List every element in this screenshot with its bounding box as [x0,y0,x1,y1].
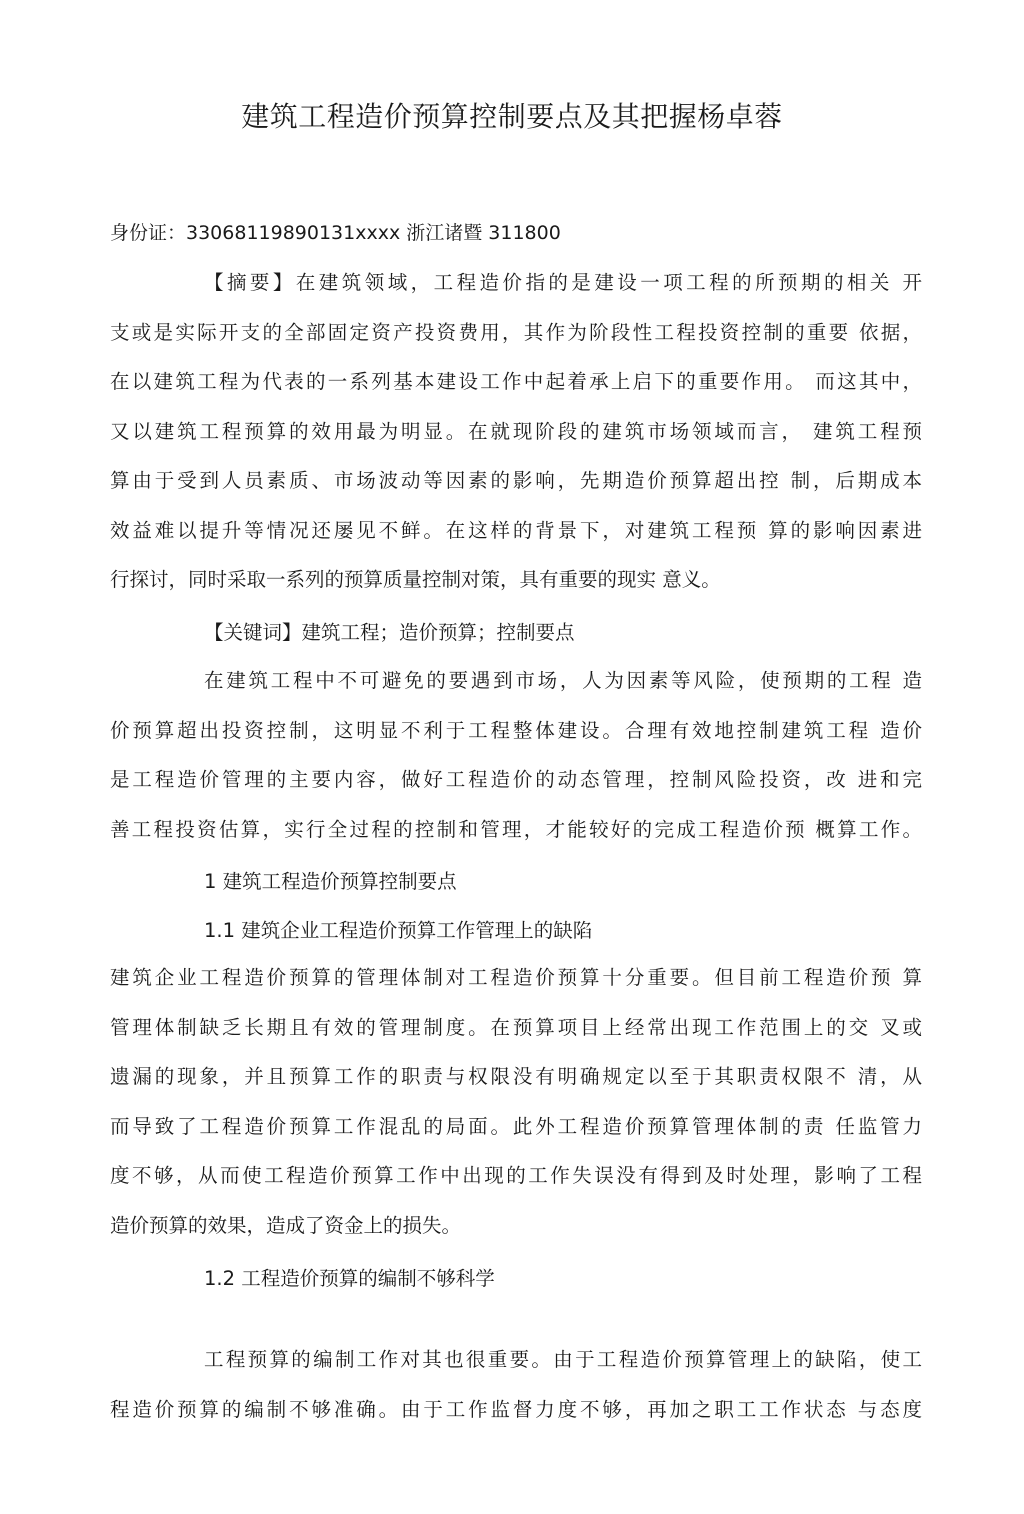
section-1-2-heading: 1.2 工程造价预算的编制不够科学 [204,1267,495,1290]
intro-line: 善工程投资估算，实行全过程的控制和管理，才能较好的完成工程造价预 概算工作。 [110,817,922,841]
document-title: 建筑工程造价预算控制要点及其把握杨卓蓉 [241,100,783,133]
section-1-1-paragraph [110,953,922,1250]
section-1-2-paragraph [110,1335,922,1434]
abstract-line: 在以建筑工程为代表的一系列基本建设工作中起着承上启下的重要作用。 而这其中， [110,370,922,393]
abstract-line: 又以建筑工程预算的效用最为明显。在就现阶段的建筑市场领域而言， 建筑工程预 [110,419,922,443]
author-id-line: 身份证：33068119890131xxxx 浙江诸暨 311800 [110,222,561,244]
abstract-line: 支或是实际开支的全部固定资产投资费用，其作为阶段性工程投资控制的重要 依据， [110,320,922,344]
abstract-line: 行探讨，同时采取一系列的预算质量控制对策，具有重要的现实 意义。 [110,568,721,591]
section-1-1-line: 建筑企业工程造价预算的管理体制对工程造价预算十分重要。但目前工程造价预 算 [110,966,922,989]
section-1-1-line: 管理体制缺乏长期且有效的管理制度。在预算项目上经常出现工作范围上的交 叉或 [110,1015,922,1039]
intro-line: 在建筑工程中不可避免的要遇到市场，人为因素等风险，使预期的工程 造 [204,669,922,692]
section-1-1-line: 而导致了工程造价预算工作混乱的局面。此外工程造价预算管理体制的责 任监管力 [110,1114,922,1138]
section-1-1-heading: 1.1 建筑企业工程造价预算工作管理上的缺陷 [204,919,593,942]
abstract-paragraph [110,258,922,605]
intro-line: 价预算超出投资控制，这明显不利于工程整体建设。合理有效地控制建筑工程 造价 [110,718,922,742]
abstract-line: 效益难以提升等情况还屡见不鲜。在这样的背景下，对建筑工程预 算的影响因素进 [110,518,922,542]
abstract-line: 算由于受到人员素质、市场波动等因素的影响，先期造价预算超出控 制，后期成本 [110,469,922,492]
section-1-2-line: 程造价预算的编制不够准确。由于工作监督力度不够，再加之职工工作状态 与态度 [110,1397,922,1421]
section-1-heading: 1 建筑工程造价预算控制要点 [204,870,457,893]
abstract-line: 【摘要】在建筑领域，工程造价指的是建设一项工程的所预期的相关 开 [204,271,922,294]
section-1-1-line: 度不够，从而使工程造价预算工作中出现的工作失误没有得到及时处理，影响了工程 [110,1164,922,1187]
section-1-2-line: 工程预算的编制工作对其也很重要。由于工程造价预算管理上的缺陷，使工 [204,1348,922,1371]
intro-line: 是工程造价管理的主要内容，做好工程造价的动态管理，控制风险投资，改 进和完 [110,768,922,791]
intro-paragraph [110,656,922,854]
section-1-1-line: 造价预算的效果，造成了资金上的损失。 [110,1213,462,1237]
keywords-line: 【关键词】建筑工程；造价预算；控制要点 [204,621,575,644]
section-1-1-line: 遗漏的现象，并且预算工作的职责与权限没有明确规定以至于其职责权限不 清，从 [110,1065,922,1088]
